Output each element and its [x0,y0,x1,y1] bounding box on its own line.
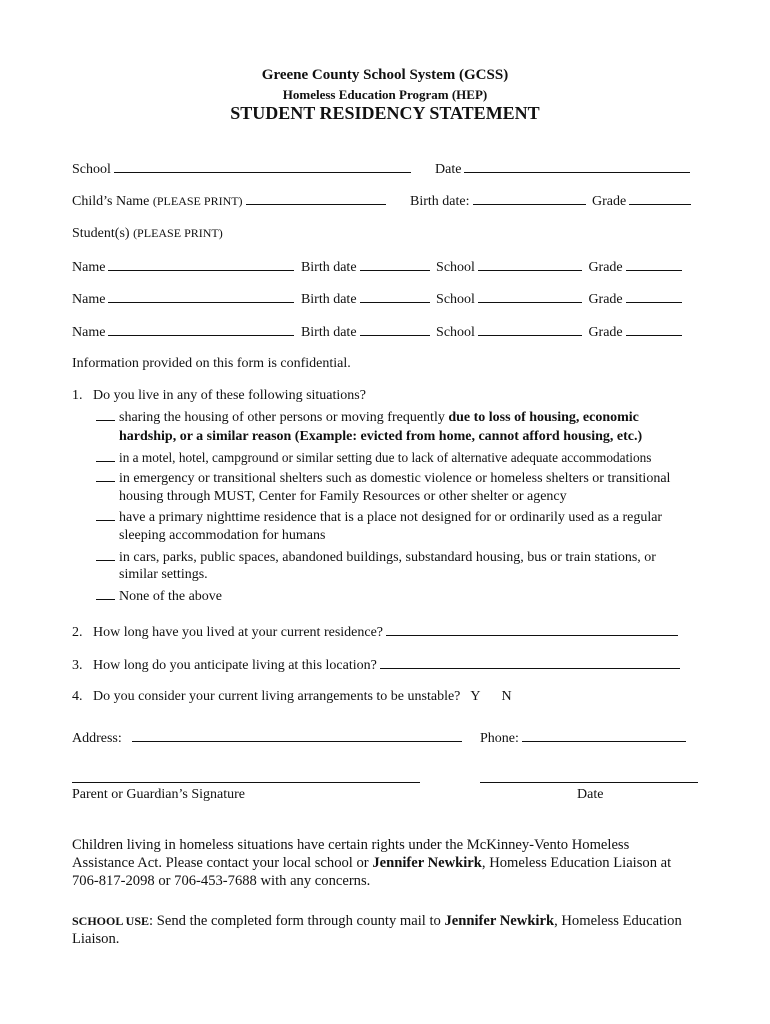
school-use-note: SCHOOL USE: Send the completed form through county mail to Jennifer Newkirk, Homeless Education Liaison. [72,913,682,947]
child-name-row [72,192,389,210]
program-title: Homeless Education Program (HEP) [282,87,488,102]
option-item[interactable]: in cars, parks, public spaces, abandoned buildings, substandard housing, bus or train stations, or [96,550,656,566]
checkbox-blank[interactable] [96,589,115,600]
confidential-note: Information provided on this form is confidential. [72,356,351,371]
school-label: School [72,162,111,177]
date-row [435,160,693,178]
signature-label: Parent or Guardian’s Signature [72,787,246,802]
residence-duration-field[interactable] [386,623,678,636]
checkbox-blank[interactable] [96,510,115,521]
phone-field[interactable] [522,729,686,742]
student-school-field[interactable] [478,290,582,303]
option-item[interactable]: None of the above [96,589,222,605]
answer-no[interactable]: N [501,689,512,704]
student-grade-field[interactable] [626,290,682,303]
date-label: Date [435,162,462,177]
student-name-field[interactable] [108,323,294,336]
checkbox-blank[interactable] [96,410,115,421]
student-birth-date-field[interactable] [360,323,430,336]
birth-date-label: Birth date: [410,194,470,209]
school-field[interactable] [114,160,411,173]
student-name-field[interactable] [108,290,294,303]
signature-date-label: Date [577,787,604,802]
question-2: 2. How long have you lived at your current residence? [72,623,681,641]
school-row [72,160,414,178]
student-name-field[interactable] [108,258,294,271]
page-title: STUDENT RESIDENCY STATEMENT [230,103,540,123]
child-name-label: Child’s Name [72,194,150,209]
student-grade-field[interactable] [626,323,682,336]
address-row: Address: [72,729,465,747]
students-heading: Student(s) (PLEASE PRINT) [72,226,223,241]
student-grade-field[interactable] [626,258,682,271]
student-row: Name Birth date School Grade [72,258,685,276]
signature-line[interactable] [72,770,420,783]
child-grade-field[interactable] [629,192,691,205]
checkbox-blank[interactable] [96,550,115,561]
student-birth-date-field[interactable] [360,258,430,271]
org-title: Greene County School System (GCSS) [261,67,509,83]
answer-yes[interactable]: Y [470,689,481,704]
anticipated-duration-field[interactable] [380,656,680,669]
student-school-field[interactable] [478,258,582,271]
child-birth-row [410,192,694,210]
option-item-continued: similar settings. [119,567,208,582]
please-print-note: (PLEASE PRINT) [152,194,243,208]
option-item-continued: sleeping accommodation for humans [119,528,326,543]
question-4: 4. Do you consider your current living arrangements to be unstable? Y N [72,689,512,704]
address-field[interactable] [132,729,462,742]
grade-label: Grade [592,194,627,209]
rights-paragraph: Children living in homeless situations have certain rights under the McKinney-Vento Homeless Assistance Act. Please contact your local school or Jennifer Newkirk, Homeless Education Liaison at 706-817-2098 or 706-453-7688 with any concerns. [72,837,672,889]
student-row: Name Birth date School Grade [72,323,685,341]
option-item-continued: housing through MUST, Center for Family Resources or other shelter or agency [119,489,567,504]
student-school-field[interactable] [478,323,582,336]
option-item[interactable]: have a primary nighttime residence that is a place not designed for or ordinarily used as a regular [96,510,662,526]
child-name-field[interactable] [246,192,386,205]
signature-date-line[interactable] [480,770,698,783]
student-row: Name Birth date School Grade [72,290,685,308]
question-3: 3. How long do you anticipate living at this location? [72,656,683,674]
student-birth-date-field[interactable] [360,290,430,303]
option-item[interactable]: in emergency or transitional shelters such as domestic violence or homeless shelters or transitional [96,471,670,487]
checkbox-blank[interactable] [96,471,115,482]
option-item[interactable]: in a motel, hotel, campground or similar setting due to lack of alternative adequate accommodations [96,450,651,466]
child-birth-date-field[interactable] [473,192,586,205]
phone-row: Phone: [480,729,689,747]
option-item[interactable]: sharing the housing of other persons or moving frequently due to loss of housing, economic [96,410,639,426]
option-item-continued: hardship, or a similar reason (Example: evicted from home, cannot afford housing, etc.) [119,429,643,444]
question-1: 1. Do you live in any of these following situations? [72,388,366,403]
checkbox-blank[interactable] [96,451,115,462]
date-field[interactable] [464,160,690,173]
